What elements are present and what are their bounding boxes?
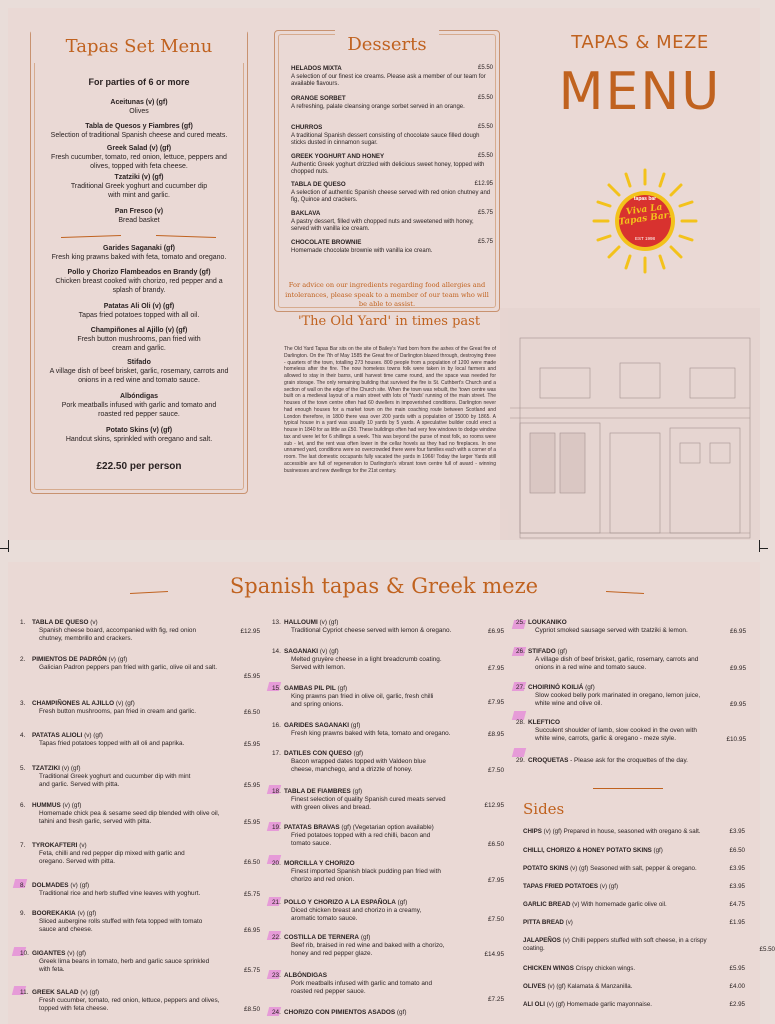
tapas-item: 13. HALLOUMI (v) (gf) £6.95 Traditional Cypriot cheese served with lemon & oregano.: [272, 619, 504, 635]
tapas-item: 18. TABLA DE FIAMBRES (gf) £12.95 Finest selection of quality Spanish cured meats served with green olives and bread.: [272, 788, 504, 811]
tapas-item: 8. DOLMADES (v) (gf) £5.75 Traditional rice and herb stuffed vine leaves with yoghurt.: [20, 882, 260, 898]
side-item: CHICKEN WINGS Crispy chicken wings. £5.95: [523, 965, 745, 972]
tapas-item: 27. CHOIRINÓ KOILIÁ (gf) £9.95 Slow cooked belly pork marinated in oregano, lemon juice, white wine and olive oil.: [516, 684, 746, 708]
set-menu-item: Tabla de Quesos y Fiambres (gf) Selection of traditional Spanish cheese and cured meats.: [50, 123, 228, 139]
cover-menu-word: MENU: [558, 62, 722, 122]
set-menu-panel: [30, 30, 248, 494]
dessert-item: CHOCOLATE BROWNIE £5.75 Homemade chocolate brownie with vanilla ice cream.: [291, 239, 493, 254]
menu-outer-page: [8, 8, 760, 540]
tapas-item: 22. COSTILLA DE TERNERA (gf) £14.95 Beef rib, braised in red wine and baked with a chorizo, honey and red pepper glaze.: [272, 934, 504, 958]
tapas-item: 6. HUMMUS (v) (gf) £5.95 Homemade chick pea & sesame seed dip blended with olive oil, tahini and fresh garlic, served with pitta.: [20, 802, 260, 826]
set-menu-item: Pollo y Chorizo Flambeados en Brandy (gf) Chicken breast cooked with chorizo, red pepper and a splash of brandy.: [55, 269, 223, 294]
dessert-item: BAKLAVA £5.75 A pastry dessert, filled with chopped nuts and sweetened with honey, served with vanilla ice cream.: [291, 210, 493, 232]
tapas-item: 5. TZATZIKI (v) (gf) £5.95 Traditional Greek yoghurt and cucumber dip with mint and garlic. Served with pitta.: [20, 765, 260, 789]
highlight-marker: [512, 748, 526, 757]
set-menu-item: Stifado A village dish of beef brisket, garlic, rosemary, carrots and onions in a red wine and tomato sauce.: [49, 359, 229, 384]
sides-title: Sides: [523, 800, 565, 818]
tapas-item: 10. GIGANTES (v) (gf) £5.75 Greek lima beans in tomato, herb and garlic sauce sprinkled with feta.: [20, 950, 260, 974]
tapas-title: Spanish tapas & Greek meze: [229, 574, 539, 598]
dessert-item: GREEK YOGHURT AND HONEY £5.50 Authentic Greek yoghurt drizzled with delicious sweet honey, topped with chopped nuts.: [291, 153, 493, 175]
tapas-item: 9. BOOREKAKIA (v) (gf) £6.95 Sliced aubergine rolls stuffed with feta topped with tomato sauce and cheese.: [20, 910, 260, 934]
dessert-item: HELADOS MIXTA £5.50 A selection of our finest ice creams. Please ask a member of our team for available flavours.: [291, 65, 493, 87]
menu-inner-page: [8, 562, 775, 1024]
side-item: OLIVES (v) (gf) Kalamata & Manzanilla. £4.00: [523, 983, 745, 990]
logo-est-text: EST 1998: [635, 236, 655, 241]
history-text: The Old Yard Tapas Bar sits on the site of Bailey's Yard born from the ashes of the Great fire of Darlington. On the 7th of May 1585 the Great fire of Darlington blazed through, destroying three - quarters of the town, totalling 273 houses. 800 people from a population of 1200 were made homeless after the fire. The now homeless towns folk were taken in by local farmers and allowed to stay in their barns, until harvest time came round, and the space was needed for grain storage. The only remaining building that survived the fire is St. Cuthbert's Church and a section of wall on the edge of the Church site. When the town was rebuilt, the 'town centre was built on a medieval layout of a main street with lots of 'Yards' running of the main street. The houses of the town centre often had 60 dwellers in impoverished conditions. Darlington never had enough houses for a market town on the main coaching route between Scotland and London therefore, in 1800 there was over 200 yards with a population of 15000 by 1865. A typical house in a yard was usually 10 yards by 5 yards. A speculative builder could erect a house in 1840 for as little as £50. These buildings often had very few windows to dodge window tax and were let for 6 shillings a week. This was beyond the purse of most folk, so rooms were sub - let, and the rent was often lower in the cellar hovels as they had no fireplaces. In one unnamed yard, conditions were so overcrowded there were four families each with a corner of a room. The last domestic occupants fully vacated the yards in 1966! Today the larger Yards still accessible are full of regeneration to Darlington's vibrant town centre full of award - winning businesses and new dwellings for the 21st century.: [284, 346, 496, 474]
allergy-advice: For advice on our ingredients regarding food allergies and intolerances, please speak to a member of our team who will be able to assist.: [285, 281, 489, 309]
set-menu-item: Greek Salad (v) (gf) Fresh cucumber, tomato, red onion, lettuce, peppers and olives, topped with feta cheese.: [51, 145, 227, 170]
desserts-title: Desserts: [335, 29, 439, 60]
set-menu-item: Tzatziki (v) (gf) Traditional Greek yoghurt and cucumber dip with mint and garlic.: [70, 174, 208, 199]
set-menu-item: Pan Fresco (v) Bread basket: [114, 208, 164, 224]
dessert-item: ORANGE SORBET £5.50 A refreshing, palate cleansing orange sorbet served in an orange.: [291, 95, 493, 110]
divider-swirl: [593, 788, 663, 789]
set-menu-title: Tapas Set Menu: [31, 30, 247, 63]
tapas-item: 16. GARIDES SAGANAKI (gf) £8.95 Fresh king prawns baked with feta, tomato and oregano.: [272, 722, 504, 738]
set-menu-item: Albóndigas Pork meatballs infused with garlic and tomato and roasted red pepper sauce.: [61, 393, 217, 418]
set-menu-item: Aceitunas (v) (gf) Olives: [110, 99, 168, 115]
set-menu-price: £22.50 per person: [96, 461, 182, 472]
tapas-item: 2. PIMIENTOS DE PADRÓN (v) (gf) £5.95 Galician Padron peppers pan fried with garlic, olive oil and salt.: [20, 656, 260, 680]
tapas-item: 20. MORCILLA Y CHORIZO £7.95 Finest imported Spanish black pudding pan fried with chorizo and red onion.: [272, 860, 504, 884]
side-item: POTATO SKINS (v) (gf) Seasoned with salt, pepper & oregano. £3.95: [523, 865, 745, 872]
tapas-item: 29. CROQUETAS - Please ask for the croquettes of the day.: [516, 757, 688, 764]
cover-title: TAPAS & MEZE: [571, 32, 709, 53]
tapas-item: 19. PATATAS BRAVAS (gf) (Vegetarian option available) £6.50 Fried potatoes topped with a red chilli, bacon and tomato sauce.: [272, 824, 504, 848]
side-item: CHIPS (v) (gf) Prepared in house, seasoned with oregano & salt. £3.95: [523, 828, 745, 835]
side-item: JALAPEÑOS (v) Chilli peppers stuffed with soft cheese, in a crispy coating. £5.50: [523, 937, 775, 953]
logo-top-text: tapas bar: [633, 196, 657, 202]
crop-mark: [760, 548, 768, 549]
dessert-item: CHURROS £5.50 A traditional Spanish dessert consisting of chocolate sauce filled dough sticks dusted in cinnamon sugar.: [291, 124, 493, 146]
dessert-item: TABLA DE QUESO £12.95 A selection of authentic Spanish cheese served with red onion chutney and fig, Quince and crackers.: [291, 181, 493, 203]
tapas-item: 24. CHORIZO CON PIMIENTOS ASADOS (gf): [272, 1009, 407, 1016]
side-item: ALI OLI (v) (gf) Homemade garlic mayonnaise. £2.95: [523, 1001, 745, 1008]
tapas-item: 11. GREEK SALAD (v) (gf) £8.50 Fresh cucumber, tomato, red onion, lettuce, peppers and olives, topped with feta cheese.: [20, 989, 260, 1013]
set-menu-item: Champiñones al Ajillo (v) (gf) Fresh button mushrooms, pan fried with cream and garlic.: [77, 327, 201, 352]
tapas-item: 1. TABLA DE QUESO (v) £12.95 Spanish cheese board, accompanied with fig, red onion chutney, membrillo and crackers.: [20, 619, 260, 642]
crop-mark: [759, 540, 760, 552]
side-item: GARLIC BREAD (v) With homemade garlic olive oil. £4.75: [523, 901, 745, 908]
crop-mark: [8, 540, 9, 552]
set-menu-subtitle: For parties of 6 or more: [88, 77, 190, 87]
side-item: TAPAS FRIED POTATOES (v) (gf) £3.95: [523, 883, 745, 890]
set-menu-item: Patatas Ali Oli (v) (gf) Tapas fried potatoes topped with all oil.: [78, 303, 200, 319]
side-item: PITTA BREAD (v) £1.95: [523, 919, 745, 926]
tapas-item: 23. ALBÓNDIGAS £7.25 Pork meatballs infused with garlic and tomato and roasted red pepper sauce.: [272, 972, 504, 1003]
tapas-item: 3. CHAMPIÑONES AL AJILLO (v) (gf) £6.50 Fresh button mushrooms, pan fried in cream and garlic.: [20, 700, 260, 716]
set-menu-item: Potato Skins (v) (gf) Handcut skins, sprinkled with oregano and salt.: [65, 427, 213, 443]
building-sketch: [500, 308, 760, 540]
tapas-item: 14. SAGANAKI (v) (gf) £7.95 Melted gruyère cheese in a light breadcrumb coating. Served with lemon.: [272, 648, 504, 672]
tapas-item: 25. LOUKANIKO £6.95 Cypriot smoked sausage served with tzatziki & lemon.: [516, 619, 746, 635]
logo-main-text: Viva La Tapas Bar!: [618, 202, 674, 229]
tapas-item: 21. POLLO Y CHORIZO A LA ESPAÑOLA (gf) £7.50 Diced chicken breast and chorizo in a creamy, aromatic tomato sauce.: [272, 899, 504, 923]
tapas-item: 28. KLEFTICO £10.95 Succulent shoulder of lamb, slow cooked in the oven with white wine, carrots, garlic & oregano - meze style.: [516, 719, 746, 743]
tapas-item: 15. GAMBAS PIL PIL (gf) £7.95 King prawns pan fried in olive oil, garlic, fresh chilli and spring onions.: [272, 685, 504, 708]
side-item: CHILLI, CHORIZO & HONEY POTATO SKINS (gf) £6.50: [523, 847, 745, 854]
set-menu-item: Garides Saganaki (gf) Fresh king prawns baked with feta, tomato and oregano.: [51, 245, 227, 261]
tapas-item: 4. PATATAS ALIOLI (v) (gf) £5.95 Tapas fried potatoes topped with all oli and paprika.: [20, 732, 260, 748]
history-title: 'The Old Yard' in times past: [297, 314, 481, 329]
tapas-item: 26. STIFADO (gf) £9.95 A village dish of beef brisket, garlic, rosemary, carrots and onions in a red wine and tomato sauce.: [516, 648, 746, 672]
tapas-item: 7. TYROKAFTERI (v) £6.50 Feta, chilli and red pepper dip mixed with garlic and oregano. Served with pitta.: [20, 842, 260, 866]
tapas-item: 17. DATILES CON QUESO (gf) £7.50 Bacon wrapped dates topped with Valdeon blue cheese, manchego, and a drizzle of honey.: [272, 750, 504, 774]
crop-mark: [0, 548, 8, 549]
